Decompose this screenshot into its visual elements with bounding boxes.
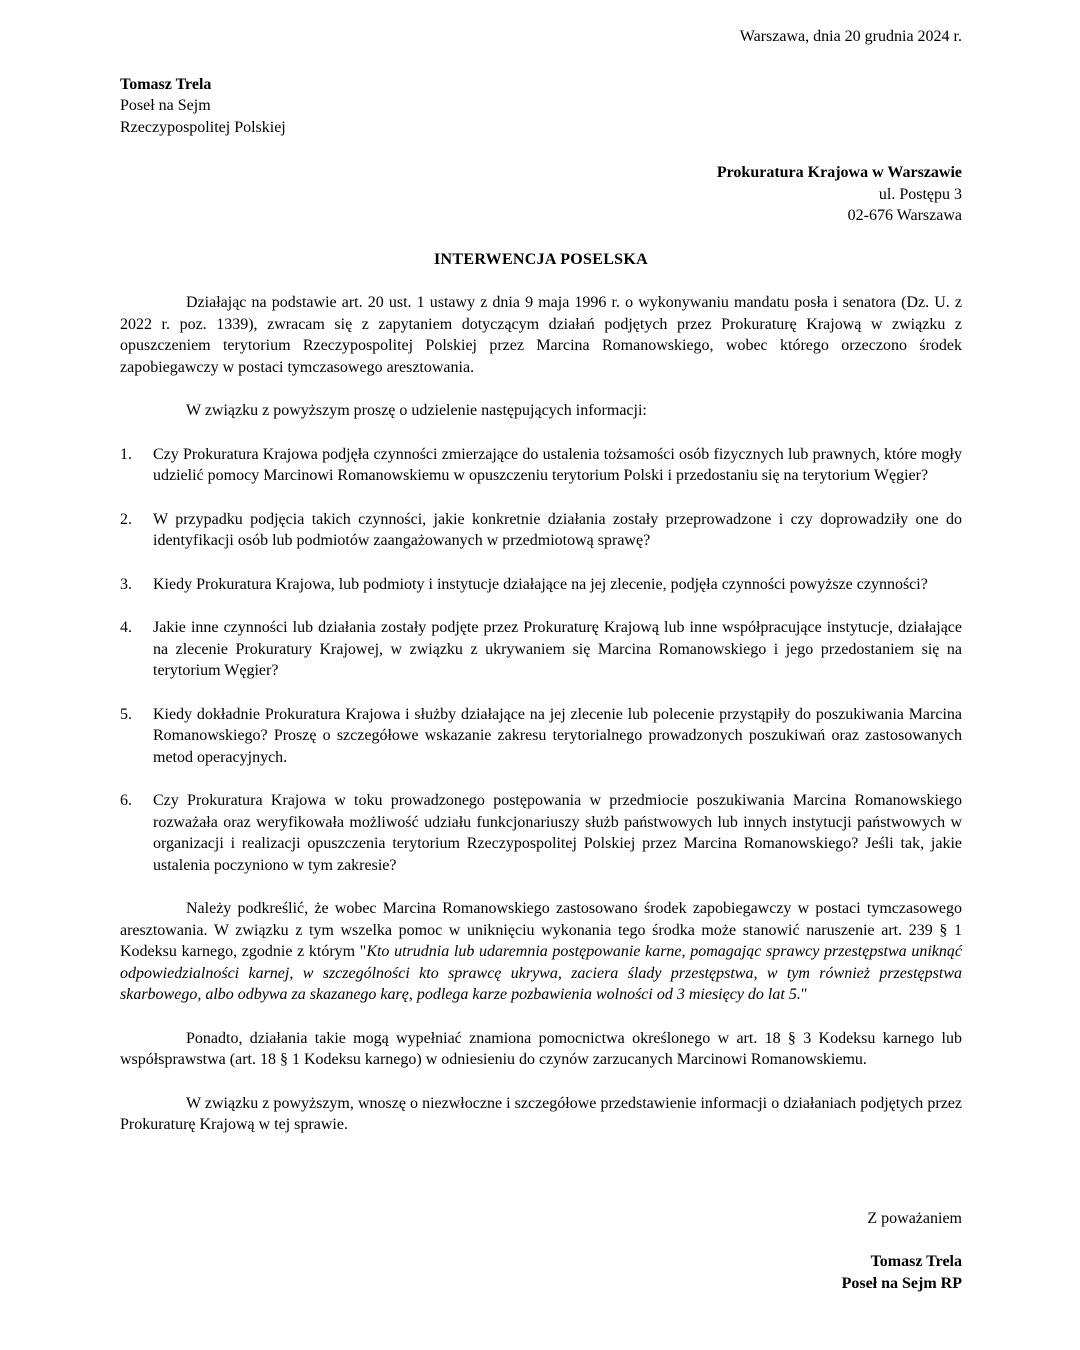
sender-institution: Rzeczypospolitej Polskiej (120, 118, 286, 136)
legal-note-quote: Kto utrudnia lub udaremnia postępowanie karne, pomagając sprawcy przestępstwa uniknąć odpowiedzialności karnej, w szczególności kto sprawcę ukrywa, zaciera ślady przestępstwa, w tym również przestępstwa skarbowego, albo odbywa za skazanego karę, podlega karze pozbawienia wolności od 3 miesięcy do lat 5. (120, 943, 962, 1003)
question-text: Jakie inne czynności lub działania zostały podjęte przez Prokuraturę Krajową lub inne współpracujące instytucje, działające na zlecenie Prokuratury Krajowej, w związku z ukrywaniem się Marcina Romanowskiego i jego przedostaniem się na terytorium Węgier? (153, 619, 962, 679)
sender-block (120, 74, 962, 139)
question-number: 6. (120, 792, 132, 809)
question-text: Kiedy Prokuratura Krajowa, lub podmioty i instytucje działające na jej zlecenie, podjęła czynności powyższe czynności? (153, 575, 928, 593)
closing-paragraph: W związku z powyższym, wnoszę o niezwłoczne i szczegółowe przedstawienie informacji o działaniach podjętych przez Prokuraturę Krajową w tej sprawie. (120, 1094, 962, 1133)
question-item-1 (120, 444, 962, 487)
recipient-city: 02-676 Warszawa (847, 207, 962, 224)
question-text: W przypadku podjęcia takich czynności, jakie konkretnie działania zostały przeprowadzone i czy doprowadziły one do identyfikacji osób lub podmiotów zaangażowanych w przedmiotową sprawę? (153, 510, 962, 549)
question-text: Czy Prokuratura Krajowa w toku prowadzonego postępowania w przedmiocie poszukiwania Marcina Romanowskiego rozważała oraz weryfikowała możliwość udziału funkcjonariuszy służb państwowych lub innych instytucji państwowych w organizacji i realizacji opuszczenia terytorium Rzeczypospolitej Polskiej przez Marcina Romanowskiego? Jeśli tak, jakie ustalenia poczyniono w tym zakresie? (153, 792, 962, 874)
legal-note-paragraph (120, 898, 962, 1006)
intro-paragraph: Działając na podstawie art. 20 ust. 1 ustawy z dnia 9 maja 1996 r. o wykonywaniu mandatu posła i senatora (Dz. U. z 2022 r. poz. 1339), zwracam się z zapytaniem dotyczącym działań podjętych przez Prokuraturę Krajową w związku z opuszczeniem terytorium Rzeczypospolitej Polskiej przez Marcina Romanowskiego, wobec którego orzeczono środek zapobiegawczy w postaci tymczasowego aresztowania. (120, 294, 962, 376)
sender-role: Poseł na Sejm (120, 97, 211, 114)
question-number: 4. (120, 619, 132, 636)
question-item-6 (120, 790, 962, 876)
question-number: 2. (120, 510, 132, 528)
question-number: 1. (120, 445, 132, 463)
signature-name: Tomasz Trela (870, 1253, 962, 1270)
document-title: INTERWENCJA POSELSKA (434, 250, 648, 268)
question-item-5 (120, 704, 962, 769)
sender-name: Tomasz Trela (120, 75, 212, 93)
question-text: Kiedy dokładnie Prokuratura Krajowa i służby działające na jej zlecenie lub polecenie przystąpiły do poszukiwania Marcina Romanowskiego? Proszę o szczegółowe wskazanie zakresu terytorialnego prowadzonych poszukiwań oraz zastosowanych metod operacyjnych. (153, 705, 962, 766)
signature-title: Poseł na Sejm RP (841, 1274, 962, 1292)
signoff-line: Z poważaniem (867, 1209, 962, 1227)
question-number: 3. (120, 575, 132, 593)
legal-note-normal: Należy podkreślić, że wobec Marcina Romanowskiego zastosowano środek zapobiegawczy w postaci tymczasowego aresztowania. W związku z tym wszelka pomoc w uniknięciu wykonania tego środka może stanowić naruszenie art. 239 § 1 Kodeksu karnego, zgodnie z którym " (120, 900, 962, 960)
recipient-block (120, 162, 962, 227)
question-item-4 (120, 617, 962, 682)
aiding-paragraph: Ponadto, działania takie mogą wypełniać znamiona pomocnictwa określonego w art. 18 § 3 Kodeksu karnego lub współsprawstwa (art. 18 § 1 Kodeksu karnego) w odniesieniu do czynów zarzucanych Marcinowi Romanowskiemu. (120, 1029, 962, 1068)
legal-note-quote-close: " (800, 986, 808, 1003)
question-text: Czy Prokuratura Krajowa podjęła czynności zmierzające do ustalenia tożsamości osób fizycznych lub prawnych, które mogły udzielić pomocy Marcinowi Romanowskiemu w opuszczeniu terytorium Polski i przedostaniu się na terytorium Węgier? (153, 445, 962, 484)
date-line: Warszawa, dnia 20 grudnia 2024 r. (739, 28, 962, 45)
question-number: 5. (120, 705, 132, 723)
recipient-name: Prokuratura Krajowa w Warszawie (716, 164, 962, 181)
recipient-street: ul. Postępu 3 (878, 185, 962, 203)
signature-block (120, 1251, 962, 1294)
request-line: W związku z powyższym proszę o udzielenie następujących informacji: (186, 402, 647, 419)
question-item-3 (120, 574, 962, 596)
question-item-2 (120, 509, 962, 552)
